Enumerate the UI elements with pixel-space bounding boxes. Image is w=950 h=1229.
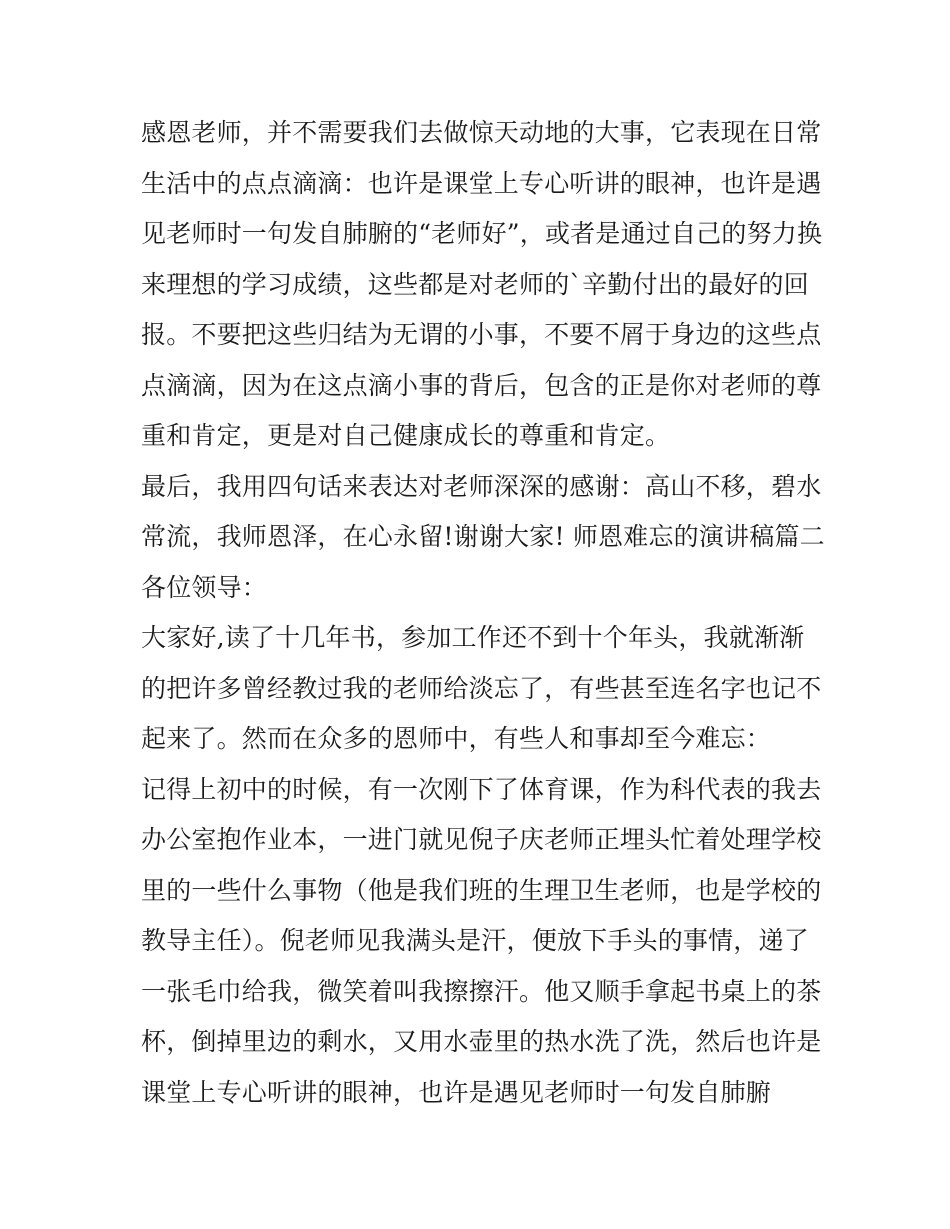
text-line: 大家好,读了十几年书，参加工作还不到十个年头，我就渐渐 [141, 623, 805, 652]
text-line: 记得上初中的时候，有一次刚下了体育课，作为科代表的我去 [141, 774, 822, 804]
text-line: 一张毛巾给我，微笑着叫我擦擦汗。他又顺手拿起书桌上的茶 [141, 976, 822, 1006]
text-line: 报。不要把这些归结为无谓的小事，不要不屑于身边的这些点 [141, 320, 822, 349]
text-line: 各位领导： [141, 572, 268, 602]
text-line: 最后，我用四句话来表达对老师深深的感谢：高山不移，碧水 [141, 471, 822, 501]
text-line: 来理想的学习成绩，这些都是对老师的`辛勤付出的最好的回 [141, 269, 809, 299]
speech-text [141, 108, 825, 1118]
text-line: 起来了。然而在众多的恩师中，有些人和事却至今难忘： [141, 724, 772, 753]
text-line: 杯，倒掉里边的剩水，又用水壶里的热水洗了洗，然后也许是 [141, 1027, 822, 1056]
text-line: 重和肯定，更是对自己健康成长的尊重和肯定。 [141, 421, 671, 450]
text-line: 见老师时一句发自肺腑的“老师好”，或者是通过自己的努力换 [141, 219, 823, 248]
text-line: 办公室抱作业本，一进门就见倪子庆老师正埋头忙着处理学校 [141, 825, 822, 854]
text-line: 教导主任）。倪老师见我满头是汗，便放下手头的事情，递了 [141, 926, 809, 955]
text-line: 点滴滴，因为在这点滴小事的背后，包含的正是你对老师的尊 [141, 370, 822, 400]
text-line: 课堂上专心听讲的眼神，也许是遇见老师时一句发自肺腑 [141, 1077, 772, 1107]
text-line: 生活中的点点滴滴：也许是课堂上专心听讲的眼神，也许是遇 [141, 168, 822, 198]
text-line: 的把许多曾经教过我的老师给淡忘了，有些甚至连名字也记不 [141, 673, 822, 703]
text-line: 常流，我师恩泽，在心永留!谢谢大家! 师恩难忘的演讲稿篇二 [141, 522, 825, 551]
text-line: 感恩老师，并不需要我们去做惊天动地的大事，它表现在日常 [141, 118, 822, 147]
text-line: 里的一些什么事物（他是我们班的生理卫生老师，也是学校的 [141, 875, 822, 905]
